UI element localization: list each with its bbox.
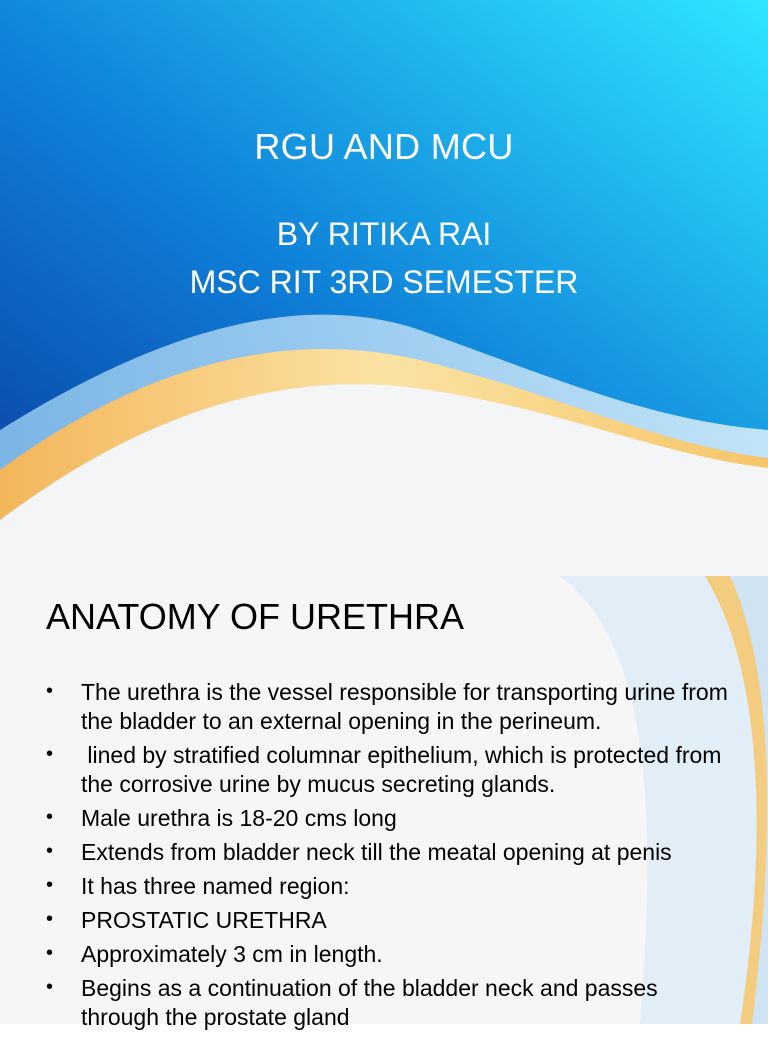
bullet-dot: •	[46, 976, 54, 998]
bullet-dot: •	[46, 942, 54, 964]
subtitle-author: BY RITIKA RAI	[276, 216, 492, 252]
title-slide-title: RGU AND MCU	[254, 126, 514, 167]
list-item	[46, 974, 736, 1032]
bullet-text: PROSTATIC URETHRA	[81, 907, 327, 933]
list-item	[46, 741, 736, 799]
list-item	[46, 940, 736, 969]
bullet-text: Male urethra is 18-20 cms long	[81, 805, 397, 831]
anatomy-bullet-list	[46, 678, 736, 1037]
bullet-dot: •	[46, 680, 54, 702]
subtitle-course: MSC RIT 3RD SEMESTER	[189, 264, 579, 300]
anatomy-heading: ANATOMY OF URETHRA	[46, 596, 465, 637]
bullet-dot: •	[46, 806, 54, 828]
bullet-text: Begins as a continuation of the bladder neck and passes through the prostate gland	[81, 975, 658, 1030]
bullet-text: The urethra is the vessel responsible for transporting urine from the bladder to an external opening in the perineum.	[81, 679, 728, 734]
bullet-text: Extends from bladder neck till the meatal opening at penis	[81, 839, 672, 865]
title-slide-subtitle	[0, 210, 768, 306]
list-item	[46, 906, 736, 935]
list-item	[46, 838, 736, 867]
bullet-dot: •	[46, 908, 54, 930]
bullet-text: It has three named region:	[81, 873, 350, 899]
list-item	[46, 872, 736, 901]
bullet-text: Approximately 3 cm in length.	[81, 941, 383, 967]
list-item	[46, 804, 736, 833]
list-item	[46, 678, 736, 736]
bullet-dot: •	[46, 840, 54, 862]
bullet-dot: •	[46, 874, 54, 896]
bullet-dot: •	[46, 743, 54, 765]
bullet-text: lined by stratified columnar epithelium, which is protected from the corrosive urine by mucus secreting glands.	[81, 742, 728, 797]
